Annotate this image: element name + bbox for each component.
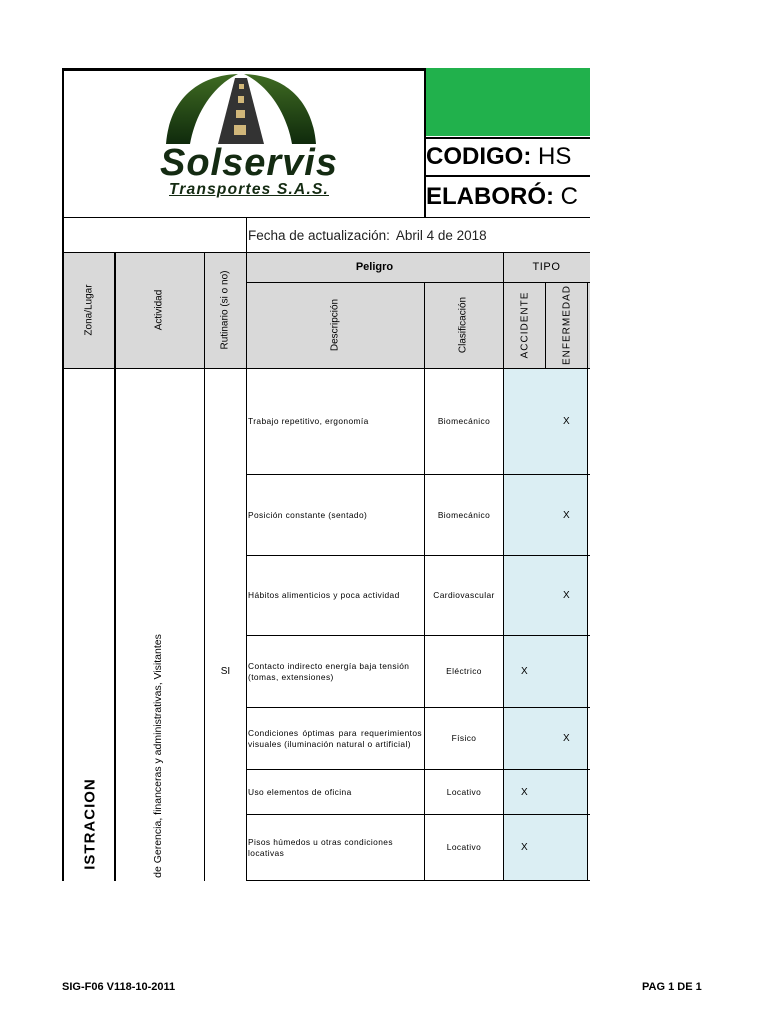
logo-brand-text: Solservis — [160, 142, 338, 184]
table-row-enfermedad — [546, 770, 587, 814]
column-header-descripcion: Descripción — [329, 298, 341, 352]
actividad-value: de Gerencia, financeras y administrativas, Visitantes — [152, 634, 164, 878]
table-row-enfermedad: X — [562, 590, 571, 601]
row-divider — [246, 880, 590, 881]
column-header-rutinario: Rutinario (si o no) — [219, 270, 231, 350]
codigo-value: HS — [538, 143, 572, 170]
rutinario-value: SI — [220, 665, 231, 677]
codigo-field — [426, 141, 571, 173]
table-row-accidente: X — [520, 666, 529, 677]
column-header-peligro: Peligro — [355, 261, 394, 273]
table-row-descripcion: Trabajo repetitivo, ergonomía — [248, 416, 369, 426]
col-divider-zona — [114, 252, 116, 881]
table-row-enfermedad: X — [562, 416, 571, 427]
table-row-enfermedad — [546, 636, 587, 707]
column-header-clasificacion: Clasificación — [457, 296, 469, 354]
zona-value: ISTRACION — [81, 778, 99, 870]
table-row-accidente — [504, 708, 545, 769]
table-row-descripcion: Pisos húmedos u otras condiciones locativas — [248, 836, 393, 858]
table-row-accidente — [504, 556, 545, 635]
elaboro-label: ELABORÓ: — [426, 183, 554, 210]
peligro-tipo-divider — [246, 282, 590, 283]
column-header-zona: Zona/Lugar — [83, 284, 95, 336]
column-header-actividad: Actividad — [153, 289, 165, 331]
table-row-descripcion: Contacto indirecto energía baja tensión (tomas, extensiones) — [248, 660, 410, 682]
table-row-descripcion: Posición constante (sentado) — [248, 509, 368, 520]
form-code: SIG-F06 V118-10-2011 — [62, 981, 176, 993]
column-header-enfermedad: ENFERMEDAD — [561, 284, 573, 366]
update-date-value: Abril 4 de 2018 — [395, 227, 487, 243]
document-sheet — [62, 68, 590, 881]
table-row-enfermedad: X — [562, 733, 571, 744]
table-row-accidente: X — [520, 842, 529, 853]
company-logo — [112, 70, 374, 215]
table-row-clasificacion: Eléctrico — [446, 666, 482, 676]
elaboro-value: C — [560, 183, 579, 210]
header-row-divider-1 — [424, 137, 590, 139]
table-row-clasificacion: Cardiovascular — [433, 590, 495, 600]
col-divider-actividad — [204, 252, 205, 881]
left-border — [62, 68, 64, 881]
col-divider-enfermedad — [587, 282, 588, 881]
table-row-enfermedad — [546, 815, 587, 880]
table-row-descripcion: Uso elementos de oficina — [248, 786, 352, 797]
table-row-clasificacion: Biomecánico — [437, 416, 491, 426]
table-row-accidente — [504, 475, 545, 555]
table-row-clasificacion: Locativo — [446, 786, 482, 797]
table-row-accidente: X — [520, 786, 529, 798]
header-green-band — [424, 68, 590, 136]
table-row-clasificacion: Biomecánico — [437, 509, 491, 520]
table-row-descripcion: Condiciones óptimas para requerimientos visuales (iluminación natural o artificial) — [248, 727, 422, 749]
col-divider-rutinario — [246, 217, 247, 881]
codigo-label: CODIGO: — [426, 143, 532, 170]
update-date-label: Fecha de actualización: — [248, 227, 390, 243]
column-header-accidente: ACCIDENTE — [519, 291, 531, 359]
header-row-divider-2 — [424, 175, 590, 177]
update-date — [246, 218, 590, 252]
table-row-accidente — [504, 369, 545, 474]
table-row-clasificacion: Locativo — [446, 842, 482, 852]
column-header-tipo: TIPO — [532, 261, 561, 273]
logo-subtitle-text: Transportes S.A.S. — [169, 181, 329, 198]
table-row-enfermedad: X — [562, 509, 571, 521]
page-number: PAG 1 DE 1 — [642, 981, 702, 993]
table-row-descripcion: Hábitos alimenticios y poca actividad — [248, 590, 400, 600]
table-row-clasificacion: Físico — [451, 733, 477, 743]
elaboro-field — [426, 180, 578, 214]
